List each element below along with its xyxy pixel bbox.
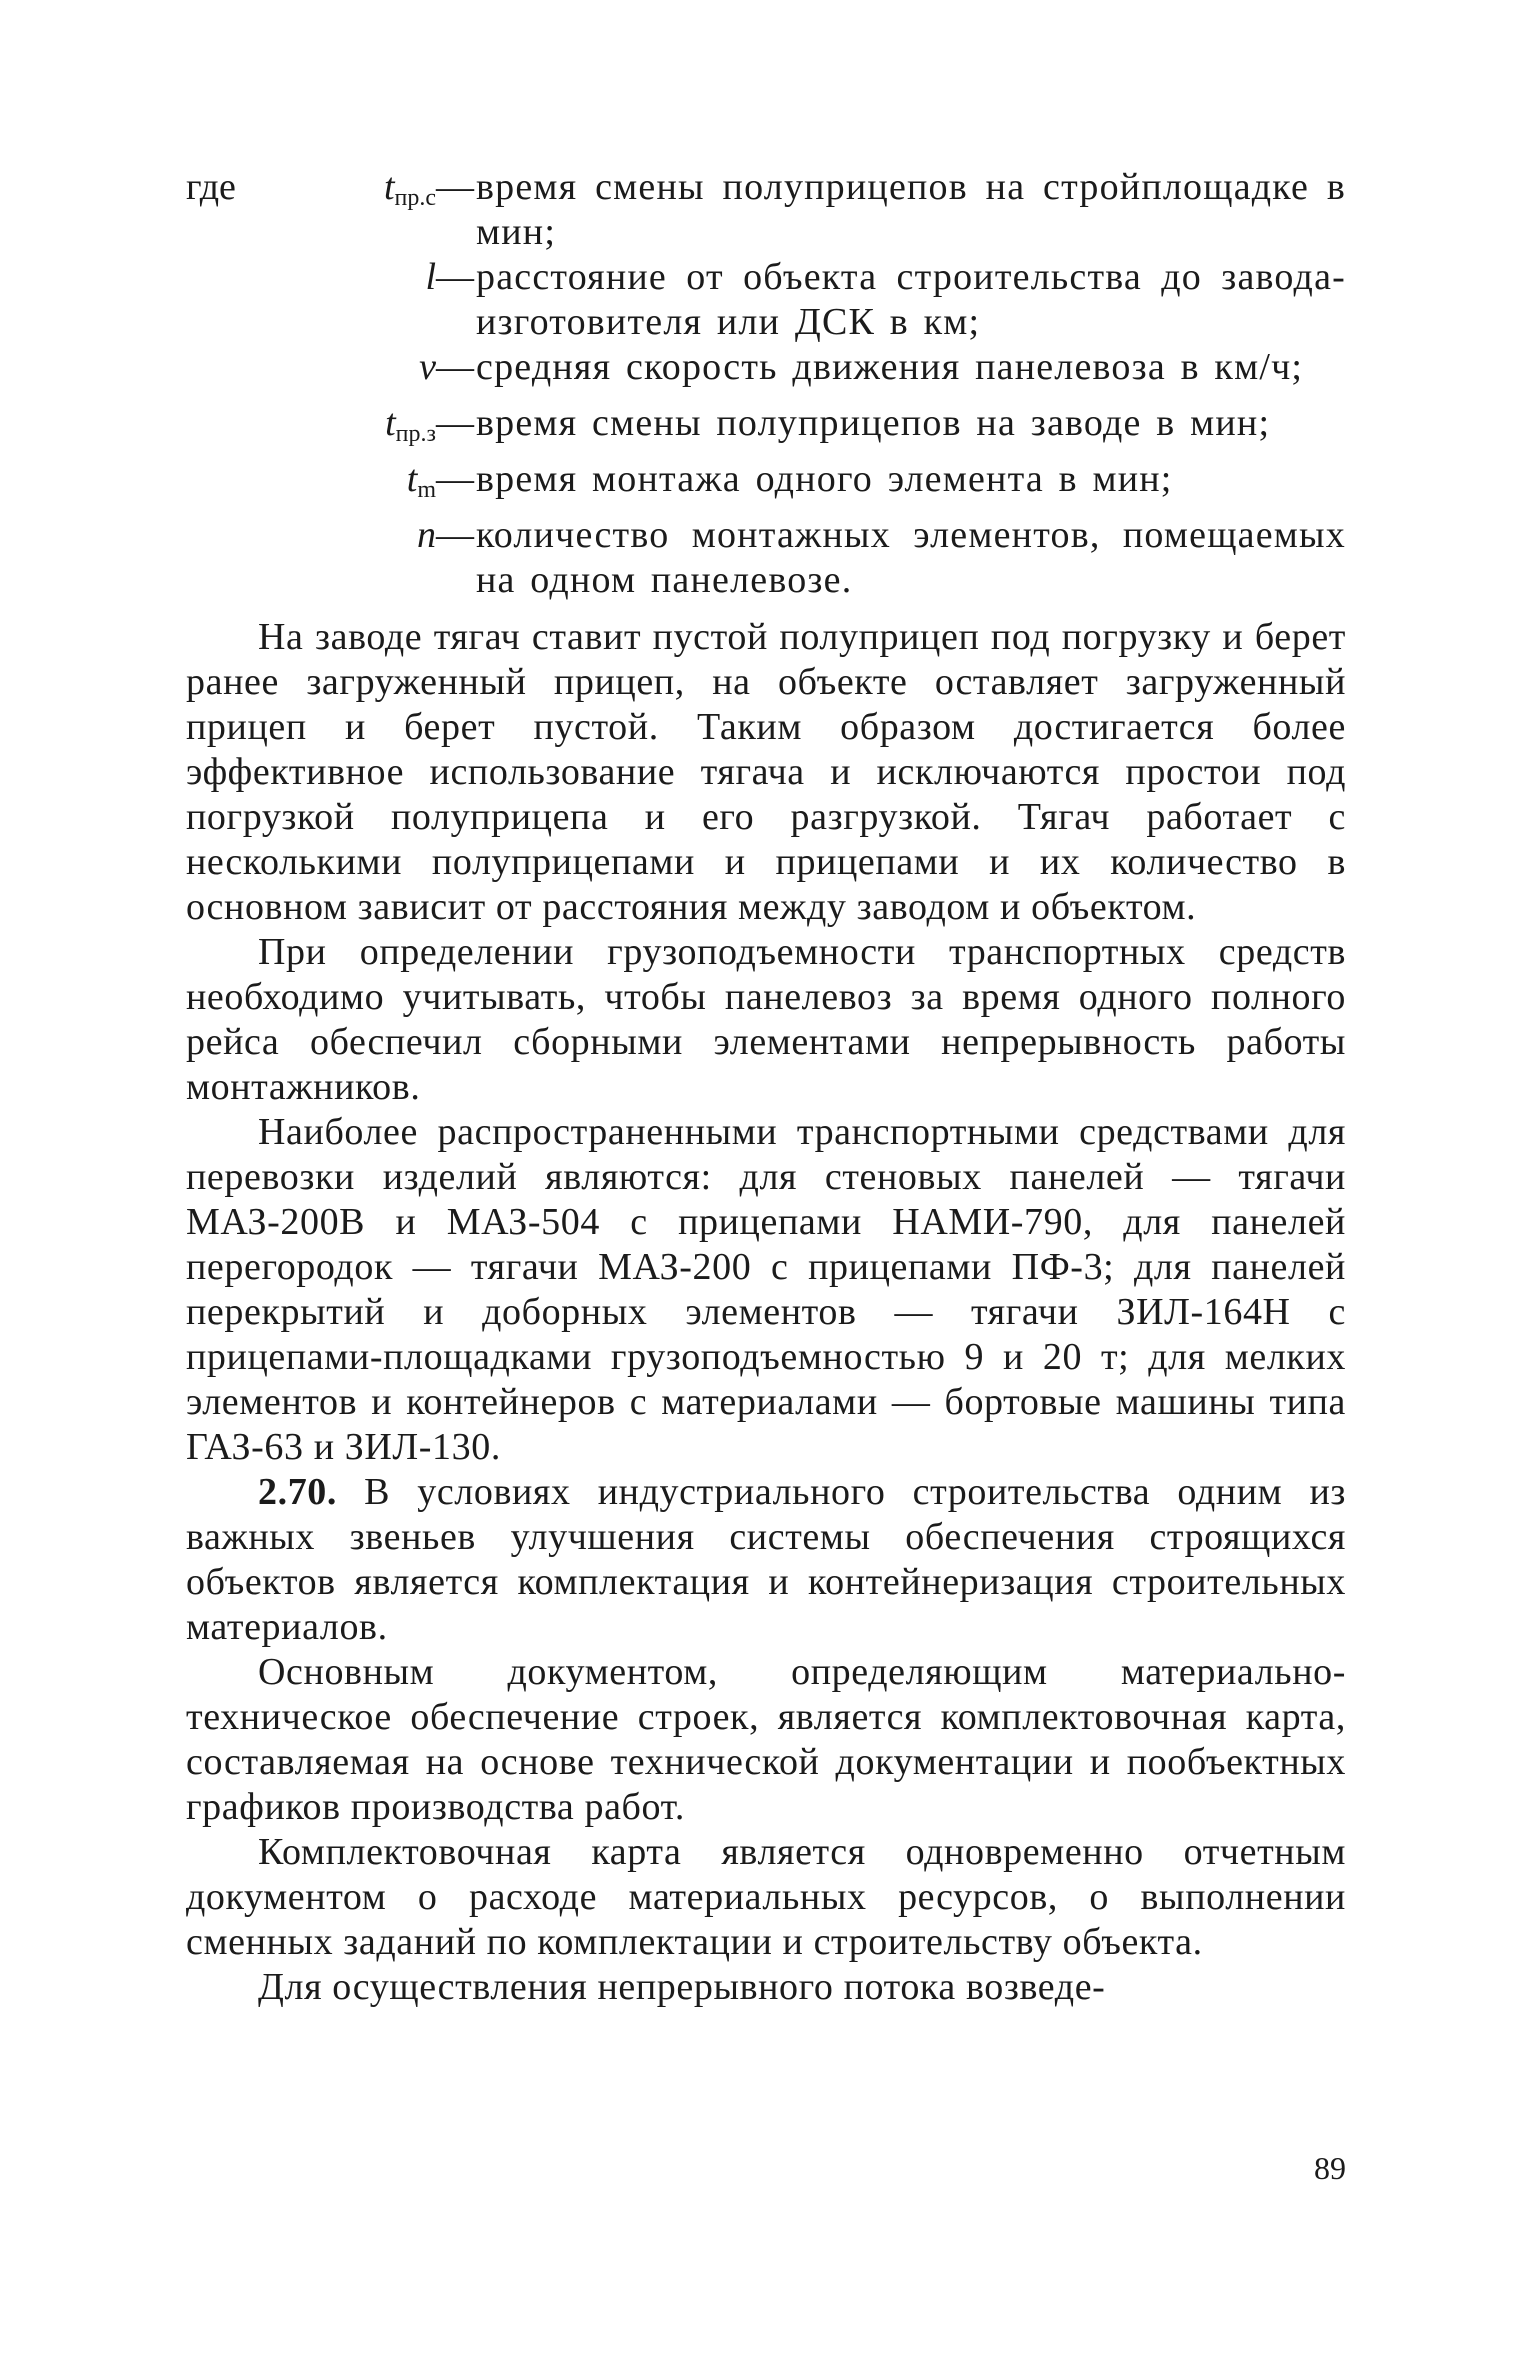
definition-text: количество монтажных элементов, помещаемых на одном панелевозе. — [476, 514, 1346, 601]
definition-symbol: $t_m$ — [406, 458, 436, 503]
definition-text: расстояние от объекта строительства до завода-изготовителя или ДСК в км; — [476, 256, 1346, 343]
paragraph: На заводе тягач ставит пустой полуприцеп под погрузку и берет ранее загруженный прицеп, на объекте оставляет загруженный прицеп и берет пустой. Таким образом достигается более эффективное использование тягача и исключаются простои под погрузкой полуприцепа и его разгрузкой. Тягач работает с несколькими полуприцепами и прицепами и их количество в основном зависит от расстояния между заводом и объектом. — [186, 616, 1346, 928]
definition-row: l — расстояние от объекта строительства до завода-изготовителя или ДСК в км; — [186, 255, 1346, 345]
body-text — [186, 615, 1346, 2010]
definition-row: n — количество монтажных элементов, помещаемых на одном панелевозе. — [186, 513, 1346, 603]
definition-text: средняя скорость движения панелевоза в км/ч; — [476, 346, 1304, 388]
definition-row: $t_m$ — время монтажа одного элемента в мин; — [186, 457, 1346, 513]
section-paragraph: 2.70. В условиях индустриального строительства одним из важных звеньев улучшения системы обеспечения строящихся объектов является комплектация и контейнеризация строительных материалов. — [186, 1471, 1346, 1648]
definition-row: $t_{пр.з}$ — время смены полуприцепов на заводе в мин; — [186, 401, 1346, 457]
definition-row: где $t_{пр.с}$ — время смены полуприцепов на стройплощадке в мин; — [186, 166, 1346, 253]
paragraph: Основным документом, определяющим материально-техническое обеспечение строек, является комплектовочная карта, составляемая на основе технической документации и пообъектных графиков производства работ. — [186, 1651, 1346, 1828]
paragraph: Для осуществления непрерывного потока возведе- — [258, 1966, 1106, 2008]
definition-symbol: $t_{пр.з}$ — [385, 402, 436, 447]
definitions-lead-word: где — [186, 166, 236, 208]
page-number: 89 — [1314, 2150, 1346, 2186]
section-number: 2.70. — [258, 1471, 337, 1513]
paragraph: Наиболее распространенными транспортными средствами для перевозки изделий являются: для стеновых панелей — тягачи МАЗ-200В и МАЗ-504 с прицепами НАМИ-790, для панелей перегородок — тягачи МАЗ-200 с прицепами ПФ-3; для панелей перекрытий и доборных элементов — тягачи ЗИЛ-164Н с прицепами-площадками грузоподъемностью 9 и 20 т; для мелких элементов и контейнеров с материалами — бортовые машины типа ГАЗ-63 и ЗИЛ-130. — [186, 1111, 1346, 1468]
variable-definitions — [186, 165, 1346, 603]
paragraph: Комплектовочная карта является одновременно отчетным документом о расходе материальных ресурсов, о выполнении сменных заданий по комплектации и строительству объекта. — [186, 1831, 1346, 1963]
paragraph: При определении грузоподъемности транспортных средств необходимо учитывать, чтобы панелевоз за время одного полного рейса обеспечил сборными элементами непрерывность работы монтажников. — [186, 931, 1346, 1108]
definition-text: время смены полуприцепов на заводе в мин; — [476, 402, 1271, 444]
definition-symbol: n — [417, 514, 436, 556]
definition-symbol: где $t_{пр.с}$ — [186, 166, 436, 211]
definition-text: время монтажа одного элемента в мин; — [476, 458, 1173, 500]
definition-text: время смены полуприцепов на стройплощадке в мин; — [476, 166, 1346, 253]
definition-row: v — средняя скорость движения панелевоза в км/ч; — [186, 345, 1346, 401]
definition-symbol: v — [419, 346, 436, 388]
definition-symbol: l — [425, 256, 436, 298]
